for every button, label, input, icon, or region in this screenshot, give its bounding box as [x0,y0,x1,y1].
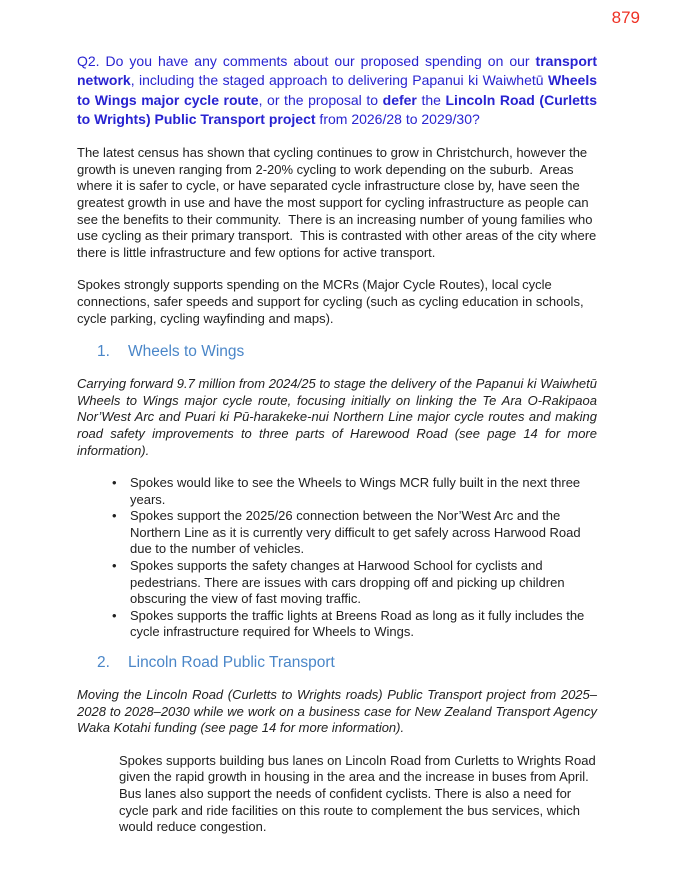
bullet-item-1: • Spokes would like to see the Wheels to Wings MCR fully built in the next three years. [112,475,597,508]
section2-title: Lincoln Road Public Transport [128,654,335,672]
question-segment-bold: defer [382,91,417,108]
section1-bullet-list [77,475,597,641]
question-segment: Q2. Do you have any comments about our proposed spending on our [77,53,536,69]
question-segment: the [416,91,446,108]
section1-title: Wheels to Wings [128,343,245,361]
question-segment-bold: Lincoln Road (Curletts to Wrights) Public Transport project [77,91,597,127]
section2-body-paragraph: Spokes supports building bus lanes on Lincoln Road from Curletts to Wrights Road given the rapid growth in housing in the area and the increase in buses from April. Bus lanes also support the needs of confident cyclists. There is also a need for cycle park and ride facilities on this route to complement the bus services, which would reduce congestion. [119,752,596,835]
question-segment: , or the proposal to [258,91,383,108]
section2-intro-paragraph: Moving the Lincoln Road (Curletts to Wrights roads) Public Transport project from 2025–2028 to 2028–2030 while we work on a business case for New Zealand Transport Agency Waka Kotahi funding (see page 14 for more information). [77,687,597,736]
section1-heading [77,343,597,361]
bullet-item-4: • Spokes supports the traffic lights at Breens Road as long as it fully includes the cycle infrastructure required for Wheels to Wings. [112,608,597,641]
question-segment-bold: transport network [77,53,597,89]
spokes-support-paragraph: Spokes strongly supports spending on the MCRs (Major Cycle Routes), local cycle connections, safer speeds and support for cycling (such as cycling education in schools, cycle parking, cycling wayfinding and maps). [77,277,584,326]
section1-number: 1. [97,343,110,361]
census-paragraph: The latest census has shown that cycling continues to grow in Christchurch, however the growth is uneven ranging from 2-20% cycling to work depending on the suburb. Areas where it is safer to cycle, or have separated cycle infrastructure close by, have seen the greatest growth in use and have the most support for cycling infrastructure as people can see the benefits to their community. There is an increasing number of young families who use cycling as their primary transport. This is contrasted with other areas of the city where there is little infrastructure and few options for active transport. [77,145,597,260]
question-segment: from 2026/28 to 2029/30? [315,110,480,127]
question-segment: , including the staged approach to delivering Papanui ki Waiwhetū [130,72,548,89]
bullet-item-3: • Spokes supports the safety changes at Harwood School for cyclists and pedestrians. There are issues with cars dropping off and picking up children obscuring the view of fast moving traffic. [112,558,597,608]
section2-number: 2. [97,654,110,672]
question-paragraph [77,52,597,129]
question-segment-bold: Wheels to Wings major cycle route [77,72,597,108]
bullet-item-2: • Spokes support the 2025/26 connection between the Nor’West Arc and the Northern Line as it is currently very difficult to get safely across Harwood Road due to the number of vehicles. [112,508,597,558]
page-number: 879 [611,8,640,27]
section1-intro-paragraph: Carrying forward 9.7 million from 2024/25 to stage the delivery of the Papanui ki Waiwhetū Wheels to Wings major cycle route, focusing initially on linking the Te Ara O-Rakipaoa Nor’West Arc and Puari ki Pū-harakeke-nui Northern Line major cycle routes and making road safety improvements to three parts of Harewood Road (see page 14 for more information). [77,376,597,458]
section2-heading [77,654,597,672]
